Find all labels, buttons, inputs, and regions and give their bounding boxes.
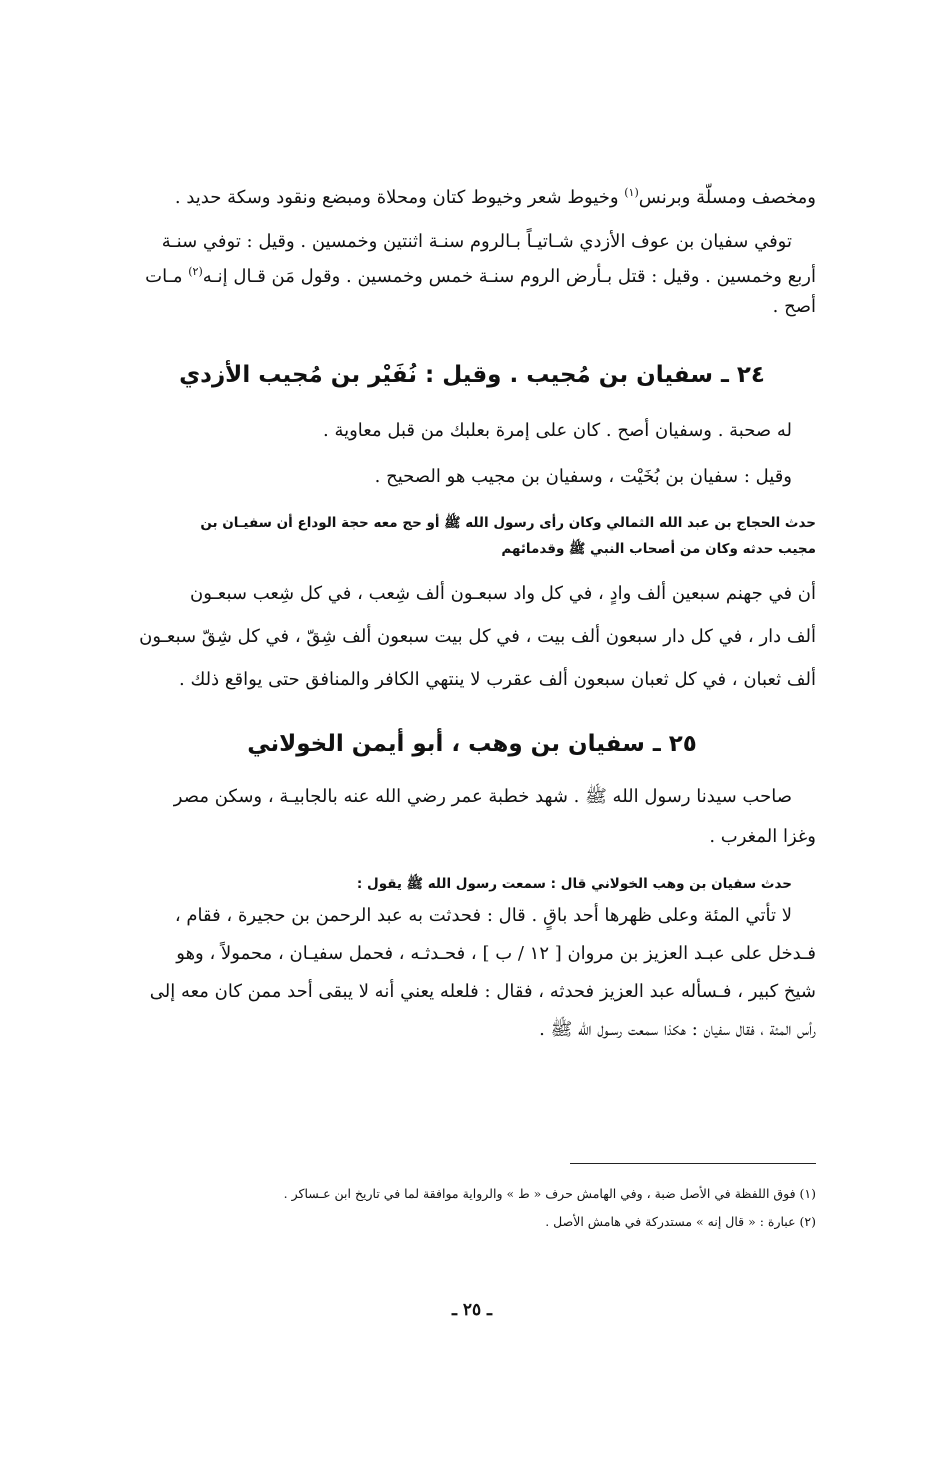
section-24-text-line-1: أن في جهنم سبعين ألف وادٍ ، في كل واد سبعـون ألف شِعب ، في كل شِعب سبعـون — [189, 583, 816, 604]
footnotes — [128, 1180, 816, 1236]
section-25-text-line-3: شيخ كبير ، فـسأله عبد العزيز فحدثه ، فقال : فلعله يعني أنه لا يبقى أحد ممن كان معه إلى — [149, 981, 816, 1002]
paragraph-1-text-b: وخيوط شعر وخيوط كتان ومحلاة ومبضع ونقود وسكة حديد . — [174, 187, 625, 208]
footnote-1: (١) فوق اللفظة في الأصل ضبة ، وفي الهامش حرف « ط » والرواية موافقة لما في تاريخ ابن عـساكر . — [283, 1186, 816, 1201]
section-25-line-2: وغزا المغرب . — [709, 826, 816, 847]
section-24-isnad-line-2: مجيب حدثه وكان من أصحاب النبي ﷺ وقدمائهم — [501, 541, 816, 557]
section-24-heading: ٢٤ ـ سفيان بن مُجيب . وقيل : نُفَيْر بن مُجيب الأزدي — [179, 362, 765, 388]
footnote-2: (٢) عبارة : « قال إنه » مستدركة في هامش الأصل . — [545, 1214, 816, 1229]
section-25-isnad: حدث سفيان بن وهب الخولاني قال : سمعت رسول الله ﷺ يقول : — [356, 876, 792, 892]
footnote-divider — [570, 1163, 816, 1164]
section-25-intro — [128, 777, 816, 857]
section-24-line-2: وقيل : سفيان بن بُخَيْت ، وسفيان بن مجيب هو الصحيح . — [374, 466, 792, 487]
section-24-isnad-line-1: حدث الحجاج بن عبد الله الثمالي وكان رأى رسول الله ﷺ أو حج معه حجة الوداع أن سفيـان بن — [200, 515, 816, 531]
footnote-ref-2[interactable]: (٢) — [188, 265, 203, 278]
section-25-text-line-1: لا تأتي المئة وعلى ظهرها أحد باقٍ . قال : فحدثت به عبد الرحمن بن حجيرة ، فقام ، — [174, 905, 792, 926]
section-24-intro — [128, 408, 816, 500]
paragraph-2-line-2 — [128, 257, 816, 292]
footnote-ref-1[interactable]: (١) — [624, 186, 639, 199]
paragraph-2-line-1: توفي سفيان بن عوف الأزدي شـاتيـاً بـالروم سنـة اثنتين وخمسين . وقيل : توفي سنـة — [161, 231, 792, 252]
section-24-line-1: له صحبة . وسفيان أصح . كان على إمرة بعلبك من قبل معاوية . — [323, 420, 792, 441]
paragraph-2-line-3: أصح . — [772, 296, 816, 317]
page-number: ـ ٢٥ ـ — [451, 1300, 493, 1320]
section-25-text — [128, 897, 816, 1049]
paragraph-1 — [128, 178, 816, 213]
paragraph-1-text-a: ومخصف ومسلّة وبرنس — [638, 187, 816, 208]
page-body — [128, 178, 816, 1049]
section-24-text-line-3: ألف ثعبان ، في كل ثعبان سبعون ألف عقرب لا ينتهي الكافر والمنافق حتى يواقع ذلك . — [179, 669, 816, 690]
section-24-isnad — [128, 510, 816, 562]
section-25-text-line-4: رأس المئة ، فقال سفيان : هكذا سمعت رسـول الله ﷺ . — [539, 1019, 816, 1040]
section-24-text — [128, 572, 816, 701]
paragraph-2-line-2-text-a: أربع وخمسين . وقيل : قتل بـأرض الروم سنـة خمس وخمسين . وقول مَن قـال إنـه — [202, 266, 816, 287]
section-24-text-line-2: ألف دار ، في كل دار سبعون ألف بيت ، في كل بيت سبعون ألف شِقّ ، في كل شِقّ سبعـون — [139, 626, 816, 647]
paragraph-1-line — [128, 178, 816, 213]
section-25-text-line-2: فـدخل على عبـد العزيز بن مروان [ ١٢ / ب ] ، فحـدثـه ، فحمل سفيـان ، محمولاً ، وهو — [176, 943, 816, 964]
paragraph-2-line-2-text-b: مـات — [145, 266, 189, 287]
paragraph-2 — [128, 227, 816, 322]
section-25-line-1: صاحب سيدنا رسول الله ﷺ . شهد خطبة عمر رضي الله عنه بالجابيـة ، وسكن مصر — [173, 786, 792, 807]
section-25-heading: ٢٥ ـ سفيان بن وهب ، أبو أيمن الخولاني — [247, 731, 697, 757]
